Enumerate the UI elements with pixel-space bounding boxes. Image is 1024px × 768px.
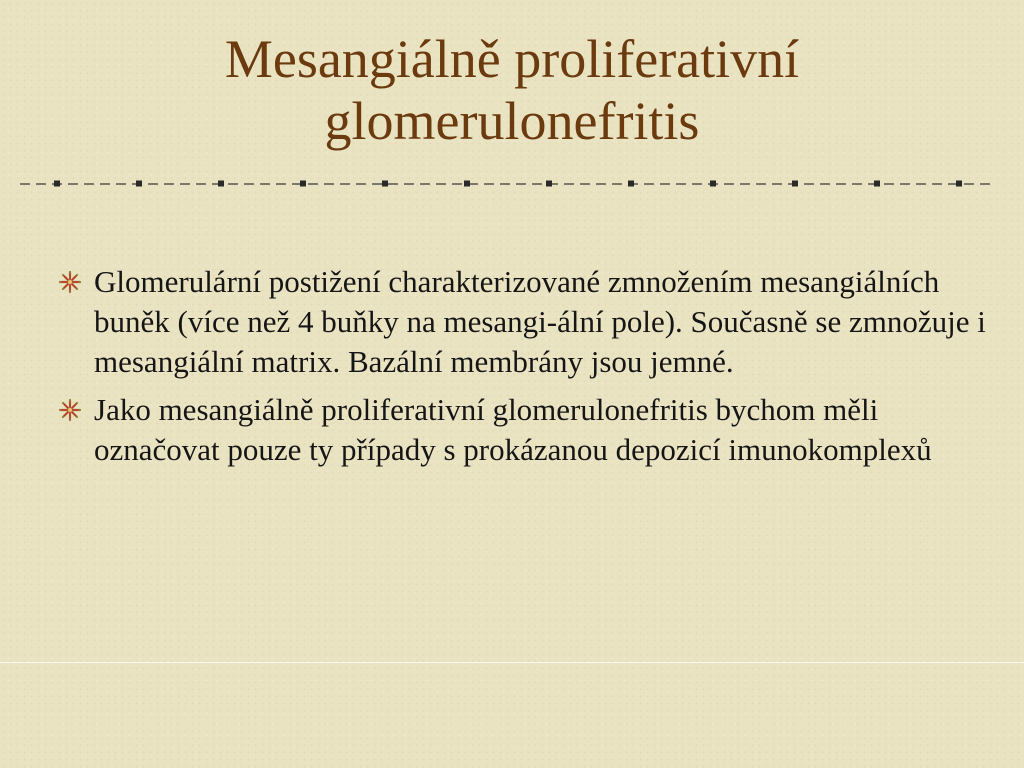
slide-title	[0, 28, 1024, 152]
list-item	[58, 390, 988, 470]
bullet-text-2: Jako mesangiálně proliferativní glomerulonefritis bychom měli označovat pouze ty případy s prokázanou depozicí imunokomplexů	[94, 392, 932, 467]
star-burst-icon	[58, 270, 82, 294]
title-divider	[20, 176, 995, 192]
bullet-list	[58, 262, 988, 478]
title-line-1: Mesangiálně proliferativní	[224, 29, 800, 89]
title-line-2: glomerulonefritis	[324, 91, 700, 151]
bullet-text-1: Glomerulární postižení charakterizované zmnožením mesangiálních buněk (více než 4 buňky na mesangi-ální pole). Současně se zmnožuje i mesangiální matrix. Bazální membrány jsou jemné.	[94, 264, 986, 379]
list-item	[58, 262, 988, 382]
star-burst-icon	[58, 398, 82, 422]
bottom-divider	[0, 662, 1024, 663]
